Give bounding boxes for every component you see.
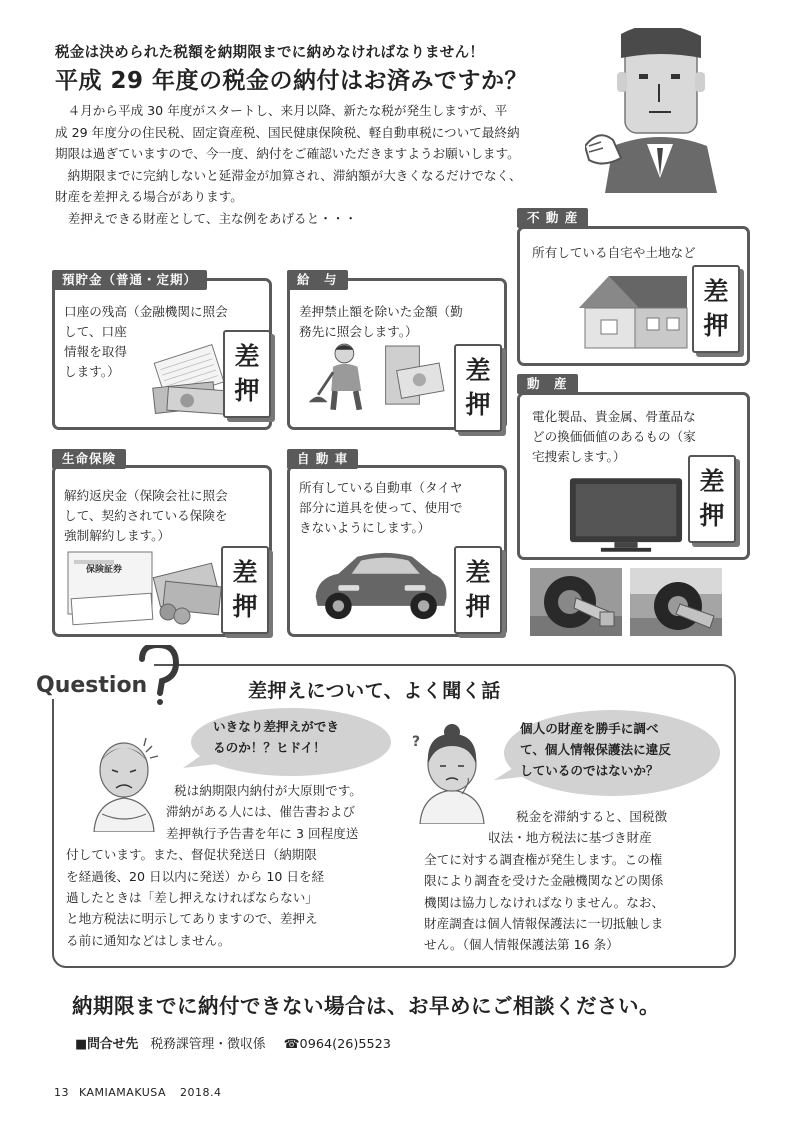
asset-tab-realestate: 不 動 産: [517, 208, 588, 228]
intro-paragraph: [55, 100, 580, 229]
insurance-doc-label: 保険証券: [86, 565, 123, 575]
asset-tab-insurance: 生命保険: [52, 449, 126, 469]
seizure-stamp: 差 押: [692, 265, 740, 353]
intro-line: 成 29 年度分の住民税、固定資産税、国民健康保険税、軽自動車税について最終納: [55, 124, 520, 140]
contact-label: ■問合せ先: [75, 1037, 139, 1052]
asset-tab-salary: 給 与: [287, 270, 348, 290]
intro-line: 期限は過ぎていますので、今一度、納付をご確認いただきますようお願いします。: [55, 146, 520, 161]
contact-phone: ☎0964(26)5523: [283, 1037, 391, 1052]
seizure-stamp: 差 押: [688, 455, 736, 543]
asset-tab-car: 自 動 車: [287, 449, 358, 469]
left-question-text: いきなり差押えができ るのか！？ヒドイ！: [213, 719, 339, 755]
asset-text-insurance: 解約返戻金（保険会社に照会 して、契約されている保険を 強制解約します。）: [64, 488, 228, 543]
contact-dept: 税務課管理・徴収係: [150, 1037, 266, 1052]
asset-text-savings: 口座の残高（金融機関に照会 して、口座 情報を取得 します。）: [64, 304, 228, 379]
page-footer: [54, 1086, 222, 1099]
television-illustration: [568, 476, 684, 554]
right-question-text: 個人の財産を勝手に調べ て、個人情報保護法に違反 しているのではないか？: [520, 721, 671, 778]
car-illustration: [310, 548, 452, 626]
right-answer: 税金を滞納すると、国税徴 収法・地方税法に基づき財産 全てに対する調査権が発生します。この権 限により調査を受けた金融機関などの関係 機関は協力しなければなりません。なお、 財産調査は個人情報保護法に一切抵触しま せん。（個人情報保護法第 16 条）: [424, 809, 668, 953]
asset-tab-movables: 動 産: [517, 374, 578, 394]
seizure-stamp: 差 押: [454, 546, 502, 634]
intro-line: ４月から平成 30 年度がスタートし、来月以降、新たな税が発生しますが、平: [67, 103, 508, 118]
worker-salary-illustration: [305, 336, 455, 416]
closing-message: 納期限までに納付できない場合は、お早めにご相談ください。: [72, 994, 660, 1018]
issue-date: 2018.4: [180, 1086, 222, 1099]
intro-line: 差押えできる財産として、主な例をあげると・・・: [67, 210, 357, 226]
left-answer: 税は納期限内納付が大原則です。 滞納がある人には、催告書および 差押執行予告書を年に 3 回程度送 付しています。また、督促状発送日（納期限 を経過後、20 日以内に発送）から 10 日を経 過したときは「差し押えなければならない」 と地方税法に明示してありますので、差押え る前に通知などはしません。: [66, 783, 362, 948]
intro-line: 財産を差押える場合があります。: [55, 189, 243, 204]
seizure-stamp: 差 押: [221, 546, 269, 634]
magazine-name: KAMIAMAKUSA: [79, 1086, 167, 1099]
tire-lock-photo: [530, 568, 622, 636]
lead-line: 税金は決められた税額を納期限までに納めなければなりません！: [55, 45, 485, 61]
asset-text-car: 所有している自動車（タイヤ 部分に道具を使って、使用で きないようにします。）: [299, 480, 463, 535]
question-logo: [30, 645, 180, 705]
mascot-official-illustration: [585, 28, 735, 193]
asset-text-realestate: 所有している自宅や土地など: [532, 245, 696, 260]
svg-text:?: ?: [412, 734, 421, 750]
contact-info: [75, 1033, 391, 1052]
insurance-certificate-illustration: [64, 548, 224, 628]
page-title: 平成 29 年度の税金の納付はお済みですか？: [55, 68, 529, 94]
asset-text-movables: 電化製品、貴金属、骨董品な どの換価価値のあるもの（家 宅捜索します。）: [532, 409, 696, 464]
page-number: 13: [54, 1086, 69, 1099]
intro-line: 納期限までに完納しないと延滞金が加算され、滞納額が大きくなるだけでなく、: [67, 167, 522, 183]
asset-text-salary: 差押禁止額を除いた金額（勤 務先に照会します。）: [299, 304, 463, 339]
house-illustration: [575, 270, 695, 350]
qa-title: 差押えについて、よく聞く話: [248, 680, 501, 702]
asset-tab-savings: 預貯金（普通・定期）: [52, 270, 207, 290]
tire-lock-photo: [630, 568, 722, 636]
seizure-stamp: 差 押: [223, 330, 271, 418]
question-logo-text: Question: [36, 673, 148, 698]
seizure-stamp: 差 押: [454, 344, 502, 432]
